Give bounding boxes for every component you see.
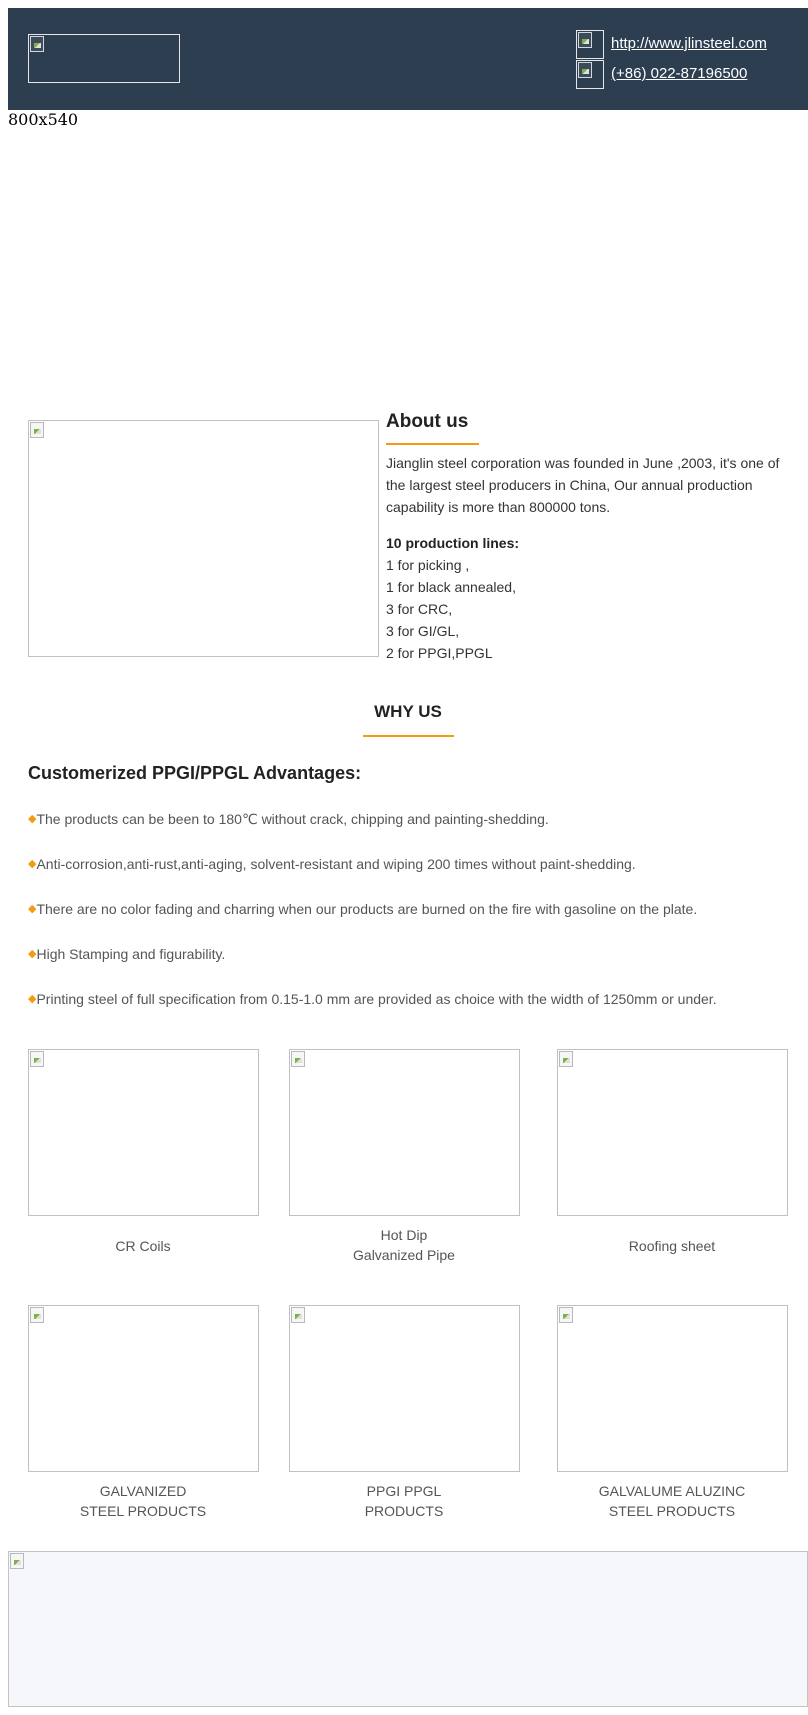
advantage-text: Anti-corrosion,anti-rust,anti-aging, solvent-resistant and wiping 200 times without paint-shedding. [36,856,636,872]
diamond-bullet-icon: ◆ [28,903,37,915]
product-label-line: STEEL PRODUCTS [608,1503,736,1519]
hero-alt-text: 800x540 [8,110,79,129]
advantage-text: The products can be been to 180℃ without crack, chipping and painting-shedding. [36,811,549,827]
advantages-title: Customerized PPGI/PPGL Advantages: [28,763,362,783]
phone-icon [576,60,604,89]
product-label-line: Hot Dip [380,1227,428,1243]
website-link[interactable]: http://www.jlinsteel.com [611,35,767,52]
header-bar [8,8,808,110]
list-item: 2 for PPGI,PPGL [386,645,493,661]
product-label-line: Roofing sheet [628,1238,716,1254]
advantage-text: High Stamping and figurability. [36,946,226,962]
product-label-line: PRODUCTS [364,1503,444,1519]
product-label-line: PPGI PPGL [366,1483,442,1499]
why-us-underline [363,735,454,737]
about-underline [386,443,479,445]
logo-image[interactable] [28,34,180,83]
product-image-cr-coils[interactable] [28,1049,259,1216]
globe-icon [576,30,604,59]
list-item: 3 for GI/GL, [386,623,460,639]
product-label-line: GALVALUME ALUZINC [598,1483,746,1499]
about-image [28,420,379,657]
about-description: Jianglin steel corporation was founded in June ,2003, it's one of the largest steel producers in China, Our annual production capability is more than 800000 tons. [386,455,780,515]
hero-banner [8,110,808,390]
product-image-galvanized-pipe[interactable] [289,1049,520,1216]
product-image-ppgi-ppgl[interactable] [289,1305,520,1472]
list-item: 3 for CRC, [386,601,453,617]
list-item: 1 for picking , [386,557,470,573]
product-label-line: Galvanized Pipe [353,1247,455,1263]
diamond-bullet-icon: ◆ [28,948,37,960]
advantage-text: Printing steel of full specification from 0.15-1.0 mm are provided as choice with the width of 1250mm or under. [36,991,717,1007]
footer-banner-image [8,1551,808,1707]
advantage-item [28,991,717,1007]
diamond-bullet-icon: ◆ [28,993,37,1005]
diamond-bullet-icon: ◆ [28,858,37,870]
advantage-item [28,811,549,828]
product-image-galvanized-steel[interactable] [28,1305,259,1472]
product-label-line: GALVANIZED [99,1483,187,1499]
hero-image-alt [8,110,78,129]
product-label-roofing-sheet[interactable] [557,1236,787,1256]
diamond-bullet-icon: ◆ [28,813,37,825]
production-lines-list [386,554,516,664]
product-label-galvanized-pipe[interactable] [289,1225,519,1265]
about-title: About us [386,411,469,432]
production-lines-title: 10 production lines: [386,535,520,551]
advantage-item [28,901,697,917]
product-image-galvalume[interactable] [557,1305,788,1472]
product-label-galvanized-steel[interactable] [28,1481,258,1521]
why-us-title: WHY US [374,702,442,721]
advantage-item [28,946,225,962]
product-label-galvalume[interactable] [557,1481,787,1521]
advantage-item [28,856,636,872]
advantage-text: There are no color fading and charring when our products are burned on the fire with gasoline on the plate. [36,901,698,917]
product-label-cr-coils[interactable] [28,1236,258,1256]
list-item: 1 for black annealed, [386,579,516,595]
phone-link[interactable]: (+86) 022-87196500 [611,65,748,82]
product-label-ppgi-ppgl[interactable] [289,1481,519,1521]
product-label-line: STEEL PRODUCTS [79,1503,207,1519]
product-label-line: CR Coils [115,1238,171,1254]
product-image-roofing-sheet[interactable] [557,1049,788,1216]
